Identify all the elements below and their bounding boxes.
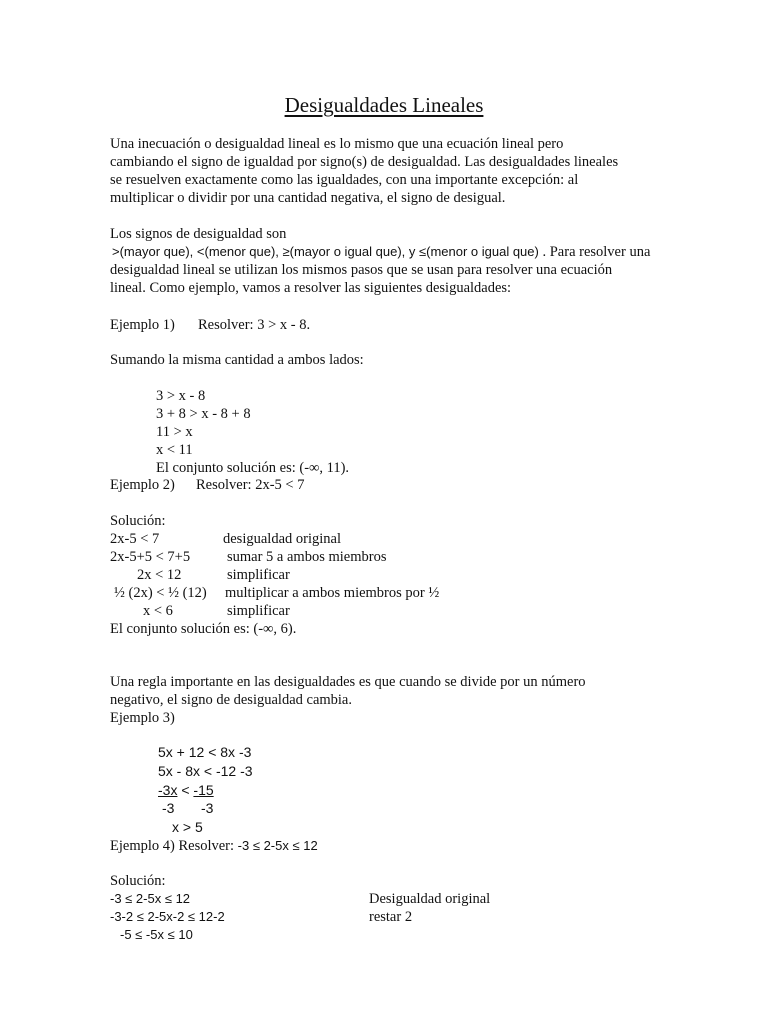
ex1-label: Ejemplo 1) (110, 317, 175, 333)
ex2-solution-label: Solución: (110, 513, 166, 529)
ex2-expr: 2x < 12 (137, 567, 182, 583)
ex4-expr: -3 ≤ 2-5x ≤ 12 (110, 891, 191, 906)
ex1-task: Resolver: 3 > x - 8. (198, 317, 311, 333)
signs-after: . Para resolver una (542, 244, 651, 260)
ex3-result: x > 5 (172, 819, 203, 835)
ex2-label: Ejemplo 2) (110, 477, 175, 493)
ex1-result: El conjunto solución es: (-∞, 11). (156, 460, 350, 476)
ex3-num-left: -3x (158, 782, 178, 798)
ex3-den-right: -3 (201, 800, 214, 816)
ex2-note: simplificar (227, 603, 290, 619)
ex2-note: simplificar (227, 567, 290, 583)
ex2-note: multiplicar a ambos miembros por ½ (225, 585, 440, 601)
signs-line (112, 243, 650, 261)
rule-line2: negativo, el signo de desigualdad cambia. (110, 692, 352, 708)
ex4-header (110, 837, 318, 855)
page-title: Desigualdades Lineales (284, 93, 484, 117)
ex2-result: El conjunto solución es: (-∞, 6). (110, 621, 297, 637)
ex4-note: Desigualdad original (369, 891, 491, 907)
ex3-frac-op: < (181, 782, 190, 798)
ex2-note: sumar 5 a ambos miembros (227, 549, 387, 565)
ex1-step: 3 + 8 > x - 8 + 8 (156, 406, 251, 422)
ex3-label: Ejemplo 3) (110, 710, 175, 726)
ex2-note: desigualdad original (223, 531, 341, 547)
ex2-expr: x < 6 (143, 603, 173, 619)
ex1-step: 3 > x - 8 (156, 388, 206, 404)
signs-line2: desigualdad lineal se utilizan los mismos pasos que se usan para resolver una ecuación (110, 262, 613, 278)
signs-lead: Los signos de desigualdad son (110, 226, 287, 242)
ex3-line: 5x + 12 < 8x -3 (158, 744, 252, 760)
ex4-expr: -5 ≤ -5x ≤ 10 (120, 927, 193, 942)
ex2-expr: ½ (2x) < ½ (12) (114, 585, 207, 601)
ex2-expr: 2x-5 < 7 (110, 531, 160, 547)
signs-list: >(mayor que), <(menor que), ≥(mayor o igual que), y ≤(menor o igual que) (112, 244, 539, 259)
ex4-expr: -3-2 ≤ 2-5x-2 ≤ 12-2 (110, 909, 225, 924)
ex2-task: Resolver: 2x-5 < 7 (196, 477, 305, 493)
ex1-step: x < 11 (156, 442, 193, 458)
ex3-fraction-numerator (158, 781, 214, 799)
ex1-note: Sumando la misma cantidad a ambos lados: (110, 352, 364, 368)
ex3-den-left: -3 (162, 800, 175, 816)
ex4-label: Ejemplo 4) Resolver: (110, 838, 235, 854)
ex2-expr: 2x-5+5 < 7+5 (110, 549, 191, 565)
rule-line1: Una regla importante en las desigualdades es que cuando se divide por un número (110, 674, 586, 690)
ex3-num-right: -15 (193, 782, 214, 798)
intro-paragraph: Una inecuación o desigualdad lineal es lo mismo que una ecuación lineal pero cambiando el signo de igualdad por signo(s) de desigualdad. Las desigualdades lineales se resuelven exactamente como las igualdades, con una importante excepción: al multiplicar o dividir por una cantidad negativa, el signo de desigual. (110, 136, 619, 206)
ex4-solution-label: Solución: (110, 873, 166, 889)
ex1-step: 11 > x (156, 424, 193, 440)
ex3-line: 5x - 8x < -12 -3 (158, 763, 253, 779)
signs-line3: lineal. Como ejemplo, vamos a resolver las siguientes desigualdades: (110, 280, 512, 296)
ex4-note: restar 2 (369, 909, 413, 925)
ex4-task: -3 ≤ 2-5x ≤ 12 (237, 838, 318, 853)
